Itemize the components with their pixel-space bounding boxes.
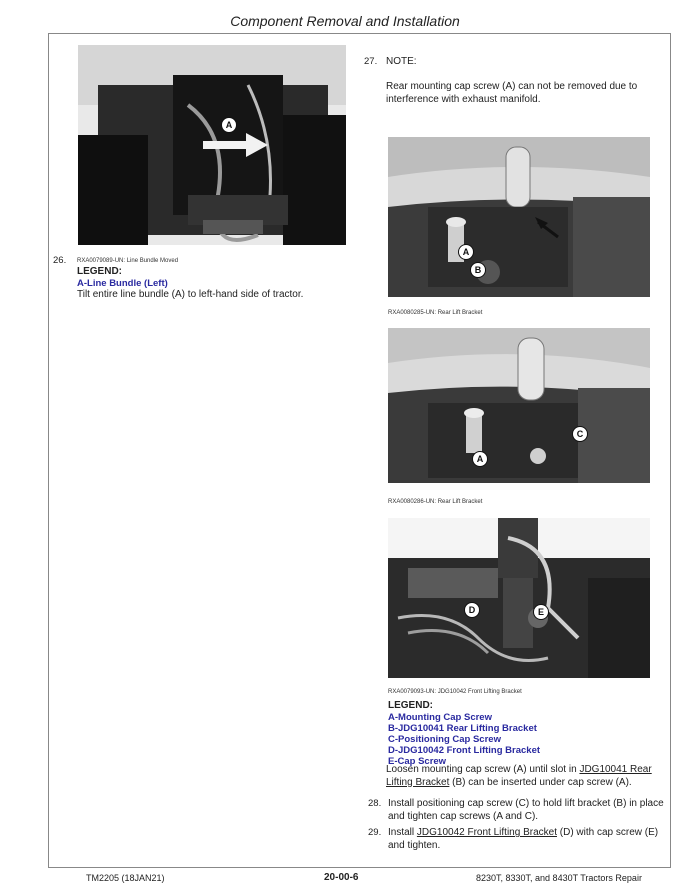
footer-manual-title: 8230T, 8330T, and 8430T Tractors Repair: [476, 873, 642, 883]
instruction-text: (D) with cap screw (E) and tighten.: [388, 827, 659, 851]
left-frame-rule: [48, 33, 49, 867]
right-frame-rule: [670, 33, 671, 867]
legend-list: [388, 712, 540, 767]
step-number: 29.: [368, 827, 382, 838]
photo-caption: RXA0079093-UN: JDG10042 Front Lifting Bracket: [388, 689, 522, 695]
jdg10042-link[interactable]: JDG10042 Front Lifting Bracket: [416, 827, 557, 838]
legend-item: A-Mounting Cap Screw: [388, 712, 492, 723]
note-title: NOTE:: [386, 56, 417, 67]
legend-item: E-Cap Screw: [388, 756, 447, 767]
callout-d: D: [464, 602, 480, 618]
step-instruction: Tilt entire line bundle (A) to left-hand side of tractor.: [77, 289, 304, 300]
photo-caption: RXA0079089-UN: Line Bundle Moved: [77, 258, 179, 264]
instruction-text: (B) can be inserted under cap screw (A).: [449, 776, 632, 788]
photo-caption: RXA0080286-UN: Rear Lift Bracket: [388, 499, 483, 505]
callout-a: A: [221, 117, 237, 133]
step-number: 27.: [364, 56, 378, 67]
step-instruction: [388, 827, 668, 852]
callout-e: E: [533, 604, 549, 620]
callout-b: B: [470, 262, 486, 278]
jdg10041-link[interactable]: JDG10041 Rear Lifting Bracket: [386, 764, 652, 788]
callout-c: C: [572, 426, 588, 442]
legend-title: LEGEND:: [388, 700, 433, 711]
step-instruction: [386, 764, 668, 789]
footer-doc-id: TM2205 (18JAN21): [86, 873, 165, 883]
note-text: Rear mounting cap screw (A) can not be removed due to interference with exhaust manifold.: [386, 81, 638, 105]
instruction-text: Install: [388, 827, 417, 838]
callout-a: A: [458, 244, 474, 260]
legend-item: A-Line Bundle (Left): [77, 278, 168, 289]
front-lifting-bracket-photo: [388, 518, 650, 678]
instruction-text: Loosen mounting cap screw (A) until slot in: [386, 764, 580, 775]
step-number: 28.: [368, 798, 382, 809]
step-number: 26.: [53, 255, 67, 266]
legend-item: D-JDG10042 Front Lifting Bracket: [388, 745, 541, 756]
rear-lift-bracket-photo-2: [388, 328, 650, 483]
legend-item: B-JDG10041 Rear Lifting Bracket: [388, 723, 537, 734]
step-instruction: Install positioning cap screw (C) to hold lift bracket (B) in place and tighten cap screws (A and C).: [388, 798, 664, 822]
top-rule: [48, 33, 671, 34]
footer-page-number: 20-00-6: [324, 872, 359, 883]
bottom-rule: [48, 867, 671, 868]
line-bundle-photo: [78, 45, 346, 245]
legend-title: LEGEND:: [77, 266, 122, 277]
page-title: Component Removal and Installation: [230, 13, 460, 29]
photo-caption: RXA0080285-UN: Rear Lift Bracket: [388, 310, 483, 316]
callout-a: A: [472, 451, 488, 467]
legend-item: C-Positioning Cap Screw: [388, 734, 501, 745]
rear-lift-bracket-photo-1: [388, 137, 650, 297]
